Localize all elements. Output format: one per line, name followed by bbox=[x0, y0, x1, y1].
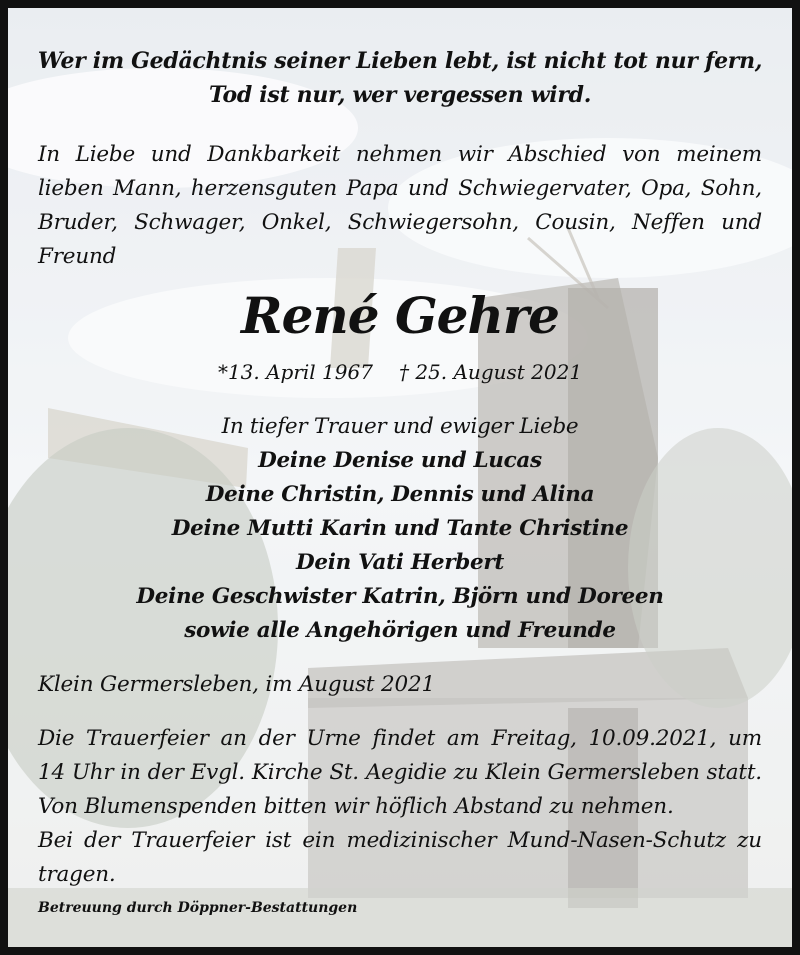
word: der bbox=[258, 726, 295, 751]
word: an bbox=[220, 726, 247, 751]
birth-date: *13. April 1967 bbox=[217, 360, 373, 384]
word: Neffen bbox=[631, 210, 705, 235]
word: Trauerfeier bbox=[131, 828, 255, 853]
word: der bbox=[84, 828, 121, 853]
mourner-line: Deine Geschwister Katrin, Björn und Doreen bbox=[136, 584, 664, 609]
death-date: † 25. August 2021 bbox=[398, 360, 583, 384]
word: Von Blumenspenden bitten wir höflich Abstand zu nehmen. bbox=[38, 794, 674, 819]
funeral-line-2 bbox=[38, 760, 762, 785]
intro-line-3 bbox=[38, 210, 762, 235]
funeral-line-5 bbox=[38, 862, 762, 887]
motto-line-2: Tod ist nur, wer vergessen wird. bbox=[208, 82, 592, 108]
word: ist bbox=[265, 828, 292, 853]
word: Schwiegervater, bbox=[458, 176, 632, 201]
word: Cousin, bbox=[535, 210, 616, 235]
word: und bbox=[721, 210, 762, 235]
word: herzensguten bbox=[190, 176, 338, 201]
mourner-line: Deine Mutti Karin und Tante Christine bbox=[171, 516, 629, 541]
word: Klein bbox=[485, 760, 541, 785]
mourner-line: sowie alle Angehörigen und Freunde bbox=[184, 618, 616, 643]
funeral-line-1 bbox=[38, 726, 762, 751]
word: ein bbox=[302, 828, 336, 853]
word: nehmen bbox=[355, 142, 443, 167]
word: und bbox=[407, 176, 449, 201]
mourners-intro: In tiefer Trauer und ewiger Liebe bbox=[221, 414, 579, 439]
word: Dankbarkeit bbox=[207, 142, 341, 167]
word: Trauerfeier bbox=[86, 726, 209, 751]
place-date: Klein Germersleben, im August 2021 bbox=[38, 672, 435, 697]
word: findet bbox=[372, 726, 436, 751]
word: meinem bbox=[676, 142, 762, 167]
word: Mund-Nasen-Schutz bbox=[507, 828, 726, 853]
word: Freitag, bbox=[491, 726, 577, 751]
word: Sohn, bbox=[700, 176, 762, 201]
word: Onkel, bbox=[261, 210, 332, 235]
word: Freund bbox=[38, 244, 117, 269]
word: am bbox=[446, 726, 480, 751]
word: lieben bbox=[38, 176, 104, 201]
word: Kirche bbox=[251, 760, 323, 785]
funeral-line-3 bbox=[38, 794, 762, 819]
intro-line-2 bbox=[38, 176, 762, 201]
mourner-line: Dein Vati Herbert bbox=[295, 550, 505, 575]
word: von bbox=[622, 142, 661, 167]
word: Opa, bbox=[641, 176, 692, 201]
mourner-line: Deine Christin, Dennis und Alina bbox=[205, 482, 595, 507]
word: In bbox=[38, 142, 60, 167]
word: in bbox=[120, 760, 141, 785]
word: Schwager, bbox=[134, 210, 246, 235]
word: statt. bbox=[706, 760, 762, 785]
word: Liebe bbox=[75, 142, 136, 167]
word: Evgl. bbox=[190, 760, 245, 785]
word: Schwiegersohn, bbox=[347, 210, 519, 235]
mourner-line: Deine Denise und Lucas bbox=[258, 448, 542, 473]
word: der bbox=[147, 760, 184, 785]
word: und bbox=[150, 142, 192, 167]
word: Aegidie bbox=[365, 760, 447, 785]
word: zu bbox=[737, 828, 762, 853]
word: 14 bbox=[38, 760, 65, 785]
word: Die bbox=[38, 726, 75, 751]
word: medizinischer bbox=[346, 828, 497, 853]
word: Urne bbox=[306, 726, 361, 751]
word: St. bbox=[329, 760, 359, 785]
life-dates bbox=[8, 360, 792, 384]
word: Bruder, bbox=[38, 210, 118, 235]
funeral-line-4 bbox=[38, 828, 762, 853]
motto-line-1: Wer im Gedächtnis seiner Lieben lebt, ist nicht tot nur fern, bbox=[37, 48, 763, 74]
intro-line-4 bbox=[38, 244, 762, 269]
word: wir bbox=[457, 142, 493, 167]
word: Germersleben bbox=[547, 760, 700, 785]
word: 10.09.2021, bbox=[588, 726, 717, 751]
word: tragen. bbox=[38, 862, 116, 887]
word: Papa bbox=[346, 176, 399, 201]
funeral-home-credit: Betreuung durch Döppner-Bestattungen bbox=[38, 900, 358, 916]
word: Abschied bbox=[508, 142, 607, 167]
word: Bei bbox=[38, 828, 73, 853]
word: zu bbox=[453, 760, 479, 785]
intro-line-1 bbox=[38, 142, 762, 167]
deceased-name: René Gehre bbox=[241, 286, 559, 345]
word: um bbox=[728, 726, 762, 751]
word: Mann, bbox=[113, 176, 182, 201]
word: Uhr bbox=[71, 760, 114, 785]
